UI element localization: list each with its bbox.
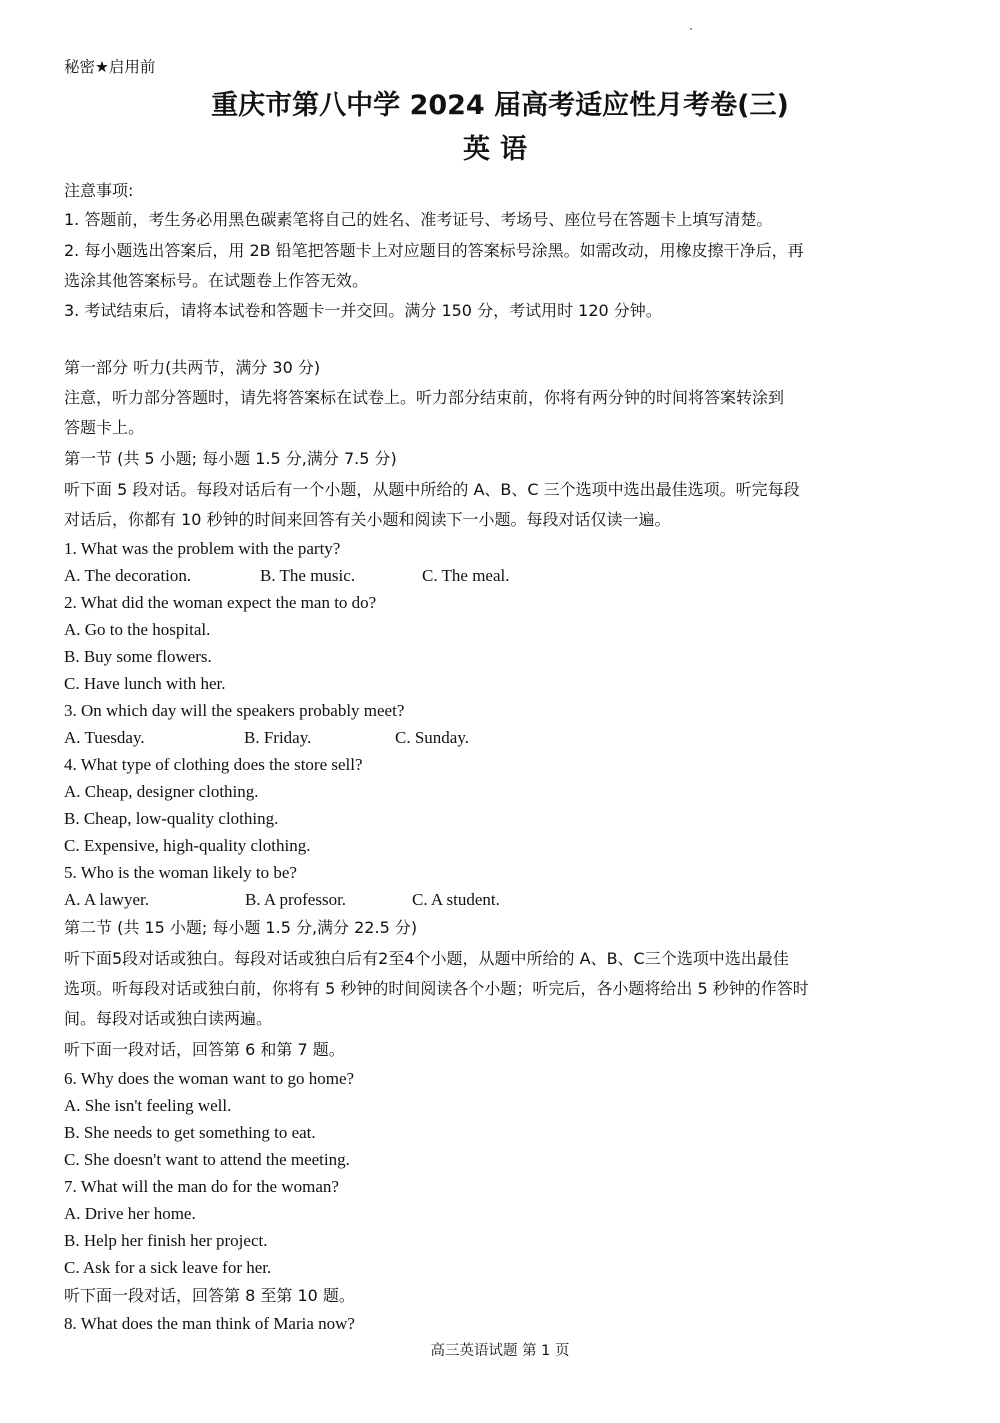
- question-7-option-a: A. Drive her home.: [64, 1204, 196, 1223]
- question-6-stem: 6. Why does the woman want to go home?: [64, 1069, 355, 1088]
- section2-intro: 听下面5段对话或独白。每段对话或独白后有2至4个小题，从题中所给的 A、B、C三个选项中选出最佳: [64, 949, 789, 968]
- section1-intro: 听下面 5 段对话。每段对话后有一个小题，从题中所给的 A、B、C 三个选项中选出最佳选项。听完每段: [64, 480, 800, 499]
- question-8-stem: 8. What does the man think of Maria now?: [64, 1314, 355, 1333]
- section2-heading: 第二节 (共 15 小题; 每小题 1.5 分,满分 22.5 分): [64, 918, 418, 937]
- question-5-stem: 5. Who is the woman likely to be?: [64, 863, 297, 882]
- dialogue-2-instruction: 听下面一段对话，回答第 8 至第 10 题。: [64, 1286, 355, 1305]
- question-1-stem: 1. What was the problem with the party?: [64, 539, 341, 558]
- dialogue-1-instruction: 听下面一段对话，回答第 6 和第 7 题。: [64, 1040, 345, 1059]
- exam-title: 重庆市第八中学 2024 届高考适应性月考卷(三): [211, 90, 789, 121]
- question-6-option-a: A. She isn't feeling well.: [64, 1096, 232, 1115]
- question-5-option-c: C. A student.: [412, 890, 500, 909]
- part1-heading: 第一部分 听力(共两节，满分 30 分): [64, 358, 321, 377]
- question-7-option-b: B. Help her finish her project.: [64, 1231, 268, 1250]
- question-4-stem: 4. What type of clothing does the store sell?: [64, 755, 363, 774]
- section2-intro-cont-2: 间。每段对话或独白读两遍。: [64, 1009, 273, 1028]
- question-1-option-a: A. The decoration.: [64, 566, 192, 585]
- question-2-option-c: C. Have lunch with her.: [64, 674, 226, 693]
- notice-item-2-cont: 选涂其他答案标号。在试题卷上作答无效。: [64, 271, 369, 290]
- page-footer: 高三英语试题 第 1 页: [430, 1343, 570, 1359]
- question-6-option-b: B. She needs to get something to eat.: [64, 1123, 316, 1142]
- notice-item-2: 2. 每小题选出答案后，用 2B 铅笔把答题卡上对应题目的答案标号涂黑。如需改动，用橡皮擦干净后，再: [64, 241, 804, 260]
- question-2-stem: 2. What did the woman expect the man to do?: [64, 593, 377, 612]
- question-7-option-c: C. Ask for a sick leave for her.: [64, 1258, 272, 1277]
- subject-title: 英语: [463, 134, 537, 165]
- notice-item-3: 3. 考试结束后，请将本试卷和答题卡一并交回。满分 150 分，考试用时 120 分钟。: [64, 301, 662, 320]
- notice-item-1: 1. 答题前，考生务必用黑色碳素笔将自己的姓名、准考证号、考场号、座位号在答题卡上填写清楚。: [64, 210, 773, 229]
- question-5-option-b: B. A professor.: [245, 890, 347, 909]
- question-5-option-a: A. A lawyer.: [64, 890, 149, 909]
- question-6-option-c: C. She doesn't want to attend the meeting.: [64, 1150, 350, 1169]
- question-7-stem: 7. What will the man do for the woman?: [64, 1177, 339, 1196]
- section1-intro-cont: 对话后，你都有 10 秒钟的时间来回答有关小题和阅读下一小题。每段对话仅读一遍。: [64, 510, 671, 529]
- question-2-option-a: A. Go to the hospital.: [64, 620, 211, 639]
- question-4-option-a: A. Cheap, designer clothing.: [64, 782, 259, 801]
- question-4-option-b: B. Cheap, low-quality clothing.: [64, 809, 279, 828]
- secret-label: 秘密★启用前: [64, 58, 156, 76]
- part1-note: 注意，听力部分答题时，请先将答案标在试卷上。听力部分结束前，你将有两分钟的时间将答案转涂到: [64, 388, 785, 407]
- section2-intro-cont: 选项。听每段对话或独白前，你将有 5 秒钟的时间阅读各个小题；听完后，各小题将给出 5 秒钟的作答时: [64, 979, 809, 998]
- question-3-option-b: B. Friday.: [244, 728, 312, 747]
- question-3-option-c: C. Sunday.: [395, 728, 469, 747]
- notice-heading: 注意事项:: [64, 181, 134, 200]
- question-3-option-a: A. Tuesday.: [64, 728, 145, 747]
- question-1-option-c: C. The meal.: [422, 566, 510, 585]
- section1-heading: 第一节 (共 5 小题; 每小题 1.5 分,满分 7.5 分): [64, 449, 397, 468]
- scan-dot: [690, 28, 692, 30]
- question-2-option-b: B. Buy some flowers.: [64, 647, 212, 666]
- question-1-option-b: B. The music.: [260, 566, 356, 585]
- question-3-stem: 3. On which day will the speakers probably meet?: [64, 701, 405, 720]
- part1-note-cont: 答题卡上。: [64, 418, 145, 437]
- question-4-option-c: C. Expensive, high-quality clothing.: [64, 836, 311, 855]
